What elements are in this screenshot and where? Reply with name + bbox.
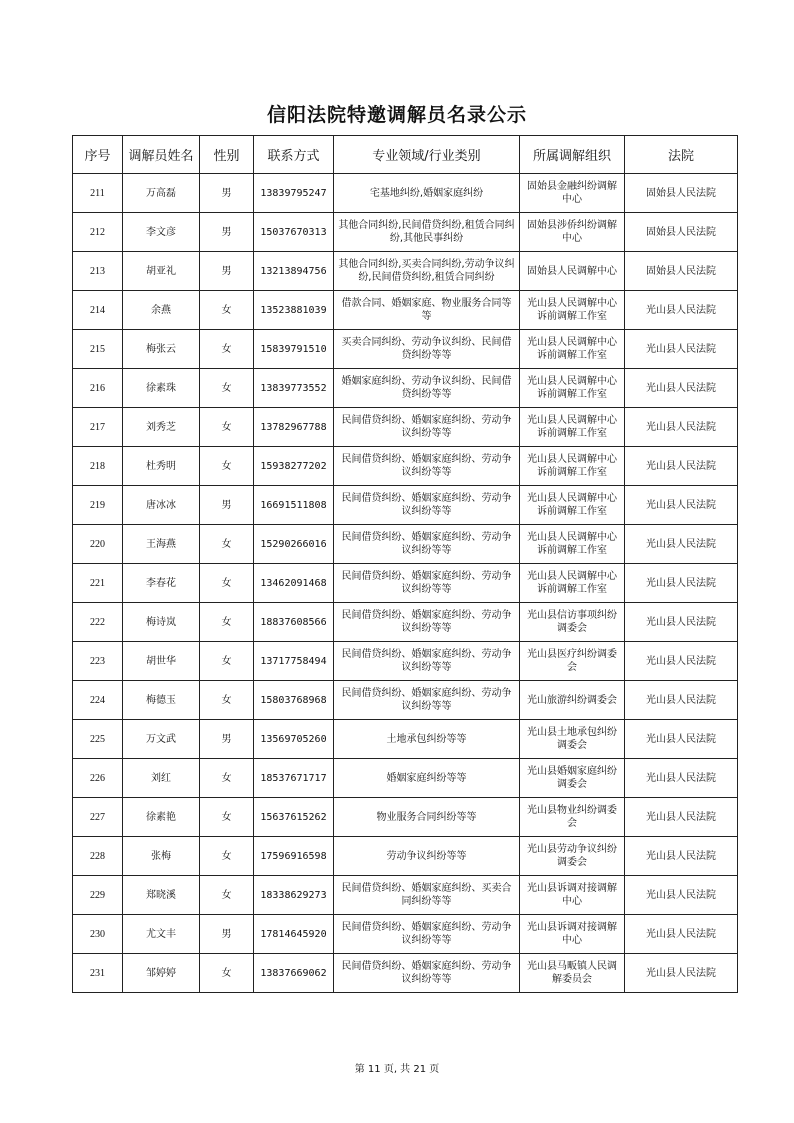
cell-organization: 光山县信访事项纠纷调委会 — [520, 603, 625, 642]
cell-court: 光山县人民法院 — [625, 330, 738, 369]
cell-organization: 光山县劳动争议纠纷调委会 — [520, 837, 625, 876]
cell-domain: 民间借贷纠纷、婚姻家庭纠纷、劳动争议纠纷等等 — [334, 525, 520, 564]
cell-gender: 男 — [200, 174, 254, 213]
cell-court: 光山县人民法院 — [625, 798, 738, 837]
cell-court: 光山县人民法院 — [625, 954, 738, 993]
cell-domain: 民间借贷纠纷、婚姻家庭纠纷、劳动争议纠纷等等 — [334, 954, 520, 993]
header-gender: 性别 — [200, 136, 254, 174]
cell-name: 胡世华 — [123, 642, 200, 681]
cell-name: 邹婷婷 — [123, 954, 200, 993]
cell-organization: 光山县人民调解中心诉前调解工作室 — [520, 447, 625, 486]
mediator-table — [72, 135, 738, 993]
cell-organization: 光山县物业纠纷调委会 — [520, 798, 625, 837]
cell-gender: 男 — [200, 213, 254, 252]
cell-seq: 222 — [73, 603, 123, 642]
cell-gender: 女 — [200, 603, 254, 642]
cell-name: 梅德玉 — [123, 681, 200, 720]
cell-domain: 物业服务合同纠纷等等 — [334, 798, 520, 837]
cell-court: 光山县人民法院 — [625, 837, 738, 876]
cell-domain: 民间借贷纠纷、婚姻家庭纠纷、劳动争议纠纷等等 — [334, 915, 520, 954]
cell-phone: 13569705260 — [254, 720, 334, 759]
cell-name: 张梅 — [123, 837, 200, 876]
cell-domain: 其他合同纠纷,民间借贷纠纷,租赁合同纠纷,其他民事纠纷 — [334, 213, 520, 252]
cell-name: 唐冰冰 — [123, 486, 200, 525]
cell-seq: 220 — [73, 525, 123, 564]
cell-organization: 光山县人民调解中心诉前调解工作室 — [520, 330, 625, 369]
cell-court: 固始县人民法院 — [625, 252, 738, 291]
cell-court: 光山县人民法院 — [625, 720, 738, 759]
cell-seq: 212 — [73, 213, 123, 252]
table-row — [73, 798, 738, 837]
cell-domain: 民间借贷纠纷、婚姻家庭纠纷、劳动争议纠纷等等 — [334, 681, 520, 720]
cell-court: 固始县人民法院 — [625, 174, 738, 213]
cell-seq: 215 — [73, 330, 123, 369]
cell-domain: 民间借贷纠纷、婚姻家庭纠纷、劳动争议纠纷等等 — [334, 603, 520, 642]
cell-gender: 女 — [200, 876, 254, 915]
cell-gender: 男 — [200, 720, 254, 759]
page-footer: 第 11 页, 共 21 页 — [354, 1064, 440, 1075]
cell-domain: 婚姻家庭纠纷等等 — [334, 759, 520, 798]
table-row — [73, 876, 738, 915]
cell-phone: 15938277202 — [254, 447, 334, 486]
cell-phone: 15803768968 — [254, 681, 334, 720]
cell-name: 王海燕 — [123, 525, 200, 564]
cell-seq: 221 — [73, 564, 123, 603]
table-header-row — [73, 136, 738, 174]
cell-name: 徐素艳 — [123, 798, 200, 837]
cell-gender: 女 — [200, 759, 254, 798]
cell-phone: 15839791510 — [254, 330, 334, 369]
cell-phone: 13717758494 — [254, 642, 334, 681]
cell-seq: 230 — [73, 915, 123, 954]
cell-organization: 光山县土地承包纠纷调委会 — [520, 720, 625, 759]
cell-name: 郑晓溪 — [123, 876, 200, 915]
cell-seq: 228 — [73, 837, 123, 876]
cell-court: 光山县人民法院 — [625, 642, 738, 681]
table-row — [73, 525, 738, 564]
cell-name: 余燕 — [123, 291, 200, 330]
cell-name: 胡亚礼 — [123, 252, 200, 291]
table-row — [73, 603, 738, 642]
cell-seq: 217 — [73, 408, 123, 447]
table-row — [73, 447, 738, 486]
cell-court: 光山县人民法院 — [625, 408, 738, 447]
table-row — [73, 720, 738, 759]
cell-seq: 227 — [73, 798, 123, 837]
cell-organization: 光山县人民调解中心诉前调解工作室 — [520, 291, 625, 330]
cell-court: 光山县人民法院 — [625, 915, 738, 954]
cell-seq: 218 — [73, 447, 123, 486]
cell-domain: 民间借贷纠纷、婚姻家庭纠纷、劳动争议纠纷等等 — [334, 486, 520, 525]
cell-domain: 民间借贷纠纷、婚姻家庭纠纷、劳动争议纠纷等等 — [334, 564, 520, 603]
cell-organization: 光山县医疗纠纷调委会 — [520, 642, 625, 681]
table-row — [73, 954, 738, 993]
cell-seq: 211 — [73, 174, 123, 213]
cell-name: 李春花 — [123, 564, 200, 603]
cell-domain: 民间借贷纠纷、婚姻家庭纠纷、劳动争议纠纷等等 — [334, 408, 520, 447]
cell-gender: 女 — [200, 525, 254, 564]
table-row — [73, 174, 738, 213]
table-row — [73, 369, 738, 408]
cell-organization: 光山旅游纠纷调委会 — [520, 681, 625, 720]
table-row — [73, 681, 738, 720]
cell-domain: 买卖合同纠纷、劳动争议纠纷、民间借贷纠纷等等 — [334, 330, 520, 369]
cell-court: 光山县人民法院 — [625, 564, 738, 603]
cell-organization: 光山县马畈镇人民调解委员会 — [520, 954, 625, 993]
cell-court: 光山县人民法院 — [625, 681, 738, 720]
cell-phone: 13782967788 — [254, 408, 334, 447]
cell-seq: 213 — [73, 252, 123, 291]
cell-domain: 其他合同纠纷,买卖合同纠纷,劳动争议纠纷,民间借贷纠纷,租赁合同纠纷 — [334, 252, 520, 291]
cell-gender: 女 — [200, 681, 254, 720]
cell-name: 万高磊 — [123, 174, 200, 213]
header-court: 法院 — [625, 136, 738, 174]
cell-court: 光山县人民法院 — [625, 486, 738, 525]
cell-phone: 17814645920 — [254, 915, 334, 954]
cell-gender: 女 — [200, 798, 254, 837]
cell-phone: 13839795247 — [254, 174, 334, 213]
cell-court: 光山县人民法院 — [625, 759, 738, 798]
cell-domain: 民间借贷纠纷、婚姻家庭纠纷、劳动争议纠纷等等 — [334, 447, 520, 486]
cell-phone: 13213894756 — [254, 252, 334, 291]
cell-phone: 16691511808 — [254, 486, 334, 525]
table-row — [73, 252, 738, 291]
cell-name: 刘红 — [123, 759, 200, 798]
cell-name: 徐素珠 — [123, 369, 200, 408]
cell-organization: 光山县人民调解中心诉前调解工作室 — [520, 525, 625, 564]
cell-court: 光山县人民法院 — [625, 369, 738, 408]
cell-phone: 15637615262 — [254, 798, 334, 837]
cell-court: 光山县人民法院 — [625, 876, 738, 915]
table-row — [73, 291, 738, 330]
cell-phone: 13523881039 — [254, 291, 334, 330]
cell-seq: 214 — [73, 291, 123, 330]
page-title: 信阳法院特邀调解员名录公示 — [266, 104, 527, 126]
table-row — [73, 408, 738, 447]
header-seq: 序号 — [73, 136, 123, 174]
cell-gender: 男 — [200, 486, 254, 525]
cell-domain: 借款合同、婚姻家庭、物业服务合同等等 — [334, 291, 520, 330]
cell-gender: 女 — [200, 564, 254, 603]
cell-court: 光山县人民法院 — [625, 603, 738, 642]
cell-gender: 男 — [200, 252, 254, 291]
cell-court: 光山县人民法院 — [625, 291, 738, 330]
cell-organization: 固始县金融纠纷调解中心 — [520, 174, 625, 213]
cell-domain: 婚姻家庭纠纷、劳动争议纠纷、民间借贷纠纷等等 — [334, 369, 520, 408]
cell-seq: 219 — [73, 486, 123, 525]
cell-domain: 民间借贷纠纷、婚姻家庭纠纷、买卖合同纠纷等等 — [334, 876, 520, 915]
cell-gender: 女 — [200, 837, 254, 876]
cell-gender: 女 — [200, 330, 254, 369]
cell-seq: 226 — [73, 759, 123, 798]
cell-organization: 光山县婚姻家庭纠纷调委会 — [520, 759, 625, 798]
table-row — [73, 642, 738, 681]
header-name: 调解员姓名 — [123, 136, 200, 174]
cell-gender: 女 — [200, 369, 254, 408]
cell-phone: 18837608566 — [254, 603, 334, 642]
cell-name: 尤文丰 — [123, 915, 200, 954]
cell-seq: 224 — [73, 681, 123, 720]
cell-organization: 固始县涉侨纠纷调解中心 — [520, 213, 625, 252]
table-row — [73, 330, 738, 369]
cell-court: 光山县人民法院 — [625, 525, 738, 564]
cell-domain: 民间借贷纠纷、婚姻家庭纠纷、劳动争议纠纷等等 — [334, 642, 520, 681]
cell-organization: 光山县人民调解中心诉前调解工作室 — [520, 369, 625, 408]
cell-phone: 13837669062 — [254, 954, 334, 993]
header-domain: 专业领域/行业类别 — [334, 136, 520, 174]
cell-phone: 17596916598 — [254, 837, 334, 876]
cell-domain: 土地承包纠纷等等 — [334, 720, 520, 759]
cell-phone: 13462091468 — [254, 564, 334, 603]
cell-organization: 光山县人民调解中心诉前调解工作室 — [520, 408, 625, 447]
cell-gender: 女 — [200, 291, 254, 330]
cell-gender: 男 — [200, 915, 254, 954]
cell-seq: 229 — [73, 876, 123, 915]
table-row — [73, 915, 738, 954]
cell-court: 光山县人民法院 — [625, 447, 738, 486]
cell-seq: 225 — [73, 720, 123, 759]
table-row — [73, 837, 738, 876]
cell-name: 梅诗岚 — [123, 603, 200, 642]
cell-gender: 女 — [200, 954, 254, 993]
cell-phone: 18537671717 — [254, 759, 334, 798]
cell-domain: 宅基地纠纷,婚姻家庭纠纷 — [334, 174, 520, 213]
cell-organization: 光山县诉调对接调解中心 — [520, 915, 625, 954]
cell-organization: 光山县人民调解中心诉前调解工作室 — [520, 486, 625, 525]
cell-name: 万文武 — [123, 720, 200, 759]
cell-name: 刘秀芝 — [123, 408, 200, 447]
cell-domain: 劳动争议纠纷等等 — [334, 837, 520, 876]
cell-seq: 216 — [73, 369, 123, 408]
cell-name: 梅张云 — [123, 330, 200, 369]
header-contact: 联系方式 — [254, 136, 334, 174]
cell-phone: 15037670313 — [254, 213, 334, 252]
table-row — [73, 564, 738, 603]
table-row — [73, 759, 738, 798]
cell-phone: 13839773552 — [254, 369, 334, 408]
cell-organization: 固始县人民调解中心 — [520, 252, 625, 291]
cell-court: 固始县人民法院 — [625, 213, 738, 252]
cell-organization: 光山县诉调对接调解中心 — [520, 876, 625, 915]
cell-seq: 231 — [73, 954, 123, 993]
table-body — [73, 174, 738, 993]
cell-gender: 女 — [200, 447, 254, 486]
cell-organization: 光山县人民调解中心诉前调解工作室 — [520, 564, 625, 603]
header-organization: 所属调解组织 — [520, 136, 625, 174]
cell-gender: 女 — [200, 408, 254, 447]
cell-seq: 223 — [73, 642, 123, 681]
cell-name: 杜秀明 — [123, 447, 200, 486]
cell-phone: 18338629273 — [254, 876, 334, 915]
table-row — [73, 486, 738, 525]
cell-name: 李文彦 — [123, 213, 200, 252]
cell-phone: 15290266016 — [254, 525, 334, 564]
table-row — [73, 213, 738, 252]
cell-gender: 女 — [200, 642, 254, 681]
